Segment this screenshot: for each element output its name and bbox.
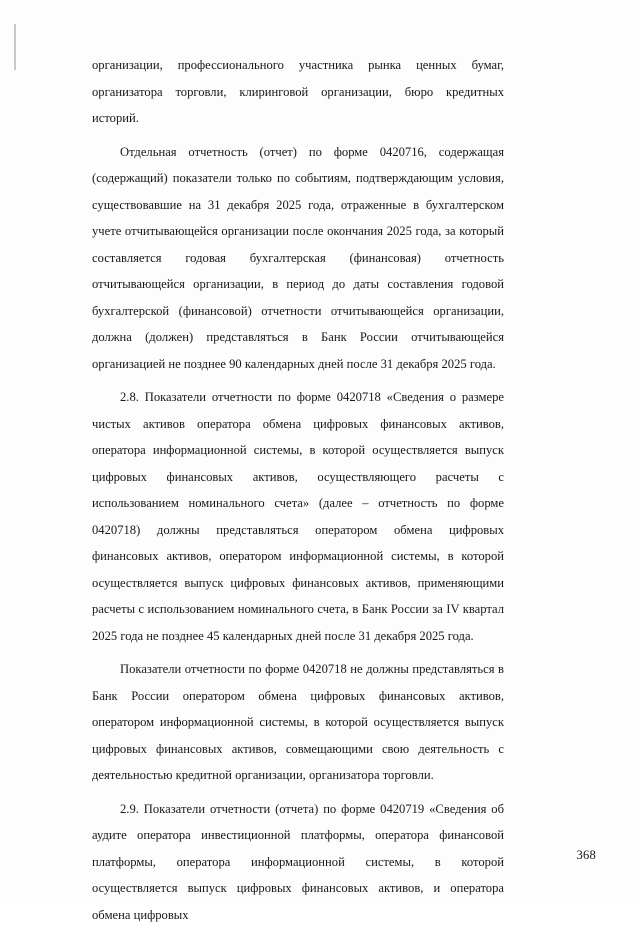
paragraph: Показатели отчетности по форме 0420718 не должны представляться в Банк России оператором обмена цифровых финансовых активов, оператором информационной системы, в которой осуществляется выпуск цифровых финансовых активов, совмещающими свою деятельность с деятельностью кредитной организации, организатора торговли. xyxy=(92,656,504,789)
page-number: 368 xyxy=(577,848,597,863)
paragraph-spacer xyxy=(92,789,504,796)
paragraph: Отдельная отчетность (отчет) по форме 0420716, содержащая (содержащий) показатели только по событиям, подтверждающим условия, существовавшие на 31 декабря 2025 года, отраженные в бухгалтерском учете отчитывающейся организации после окончания 2025 года, за который составляется годовая бухгалтерская (финансовая) отчетность отчитывающейся организации, в период до даты составления годовой бухгалтерской (финансовой) отчетности отчитывающейся организации, должна (должен) представляться в Банк России отчитывающейся организацией не позднее 90 календарных дней после 31 декабря 2025 года. xyxy=(92,139,504,378)
binding-mark xyxy=(14,24,16,70)
paragraph-block xyxy=(92,384,504,649)
paragraph: организации, профессионального участника рынка ценных бумаг, организатора торговли, клиринговой организации, бюро кредитных историй. xyxy=(92,52,504,132)
paragraph-spacer xyxy=(92,377,504,384)
paragraph-spacer xyxy=(92,649,504,656)
paragraph-block xyxy=(92,796,504,928)
paragraph-spacer xyxy=(92,132,504,139)
paragraph: 2.9. Показатели отчетности (отчета) по форме 0420719 «Сведения об аудите оператора инвестиционной платформы, оператора финансовой платформы, оператора информационной системы, в которой осуществляется выпуск цифровых финансовых активов, и оператора обмена цифровых xyxy=(92,796,504,928)
paragraph-block xyxy=(92,52,504,132)
paragraph-block xyxy=(92,656,504,789)
paragraph: 2.8. Показатели отчетности по форме 0420718 «Сведения о размере чистых активов оператора обмена цифровых финансовых активов, оператора информационной системы, в которой осуществляется выпуск цифровых финансовых активов, осуществляющего расчеты с использованием номинального счета» (далее – отчетность по форме 0420718) должны представляться оператором обмена цифровых финансовых активов, оператором информационной системы, в которой осуществляется выпуск цифровых финансовых активов, применяющими расчеты с использованием номинального счета, в Банк России за IV квартал 2025 года не позднее 45 календарных дней после 31 декабря 2025 года. xyxy=(92,384,504,649)
page-body-text xyxy=(92,52,504,928)
paragraph-block xyxy=(92,139,504,378)
